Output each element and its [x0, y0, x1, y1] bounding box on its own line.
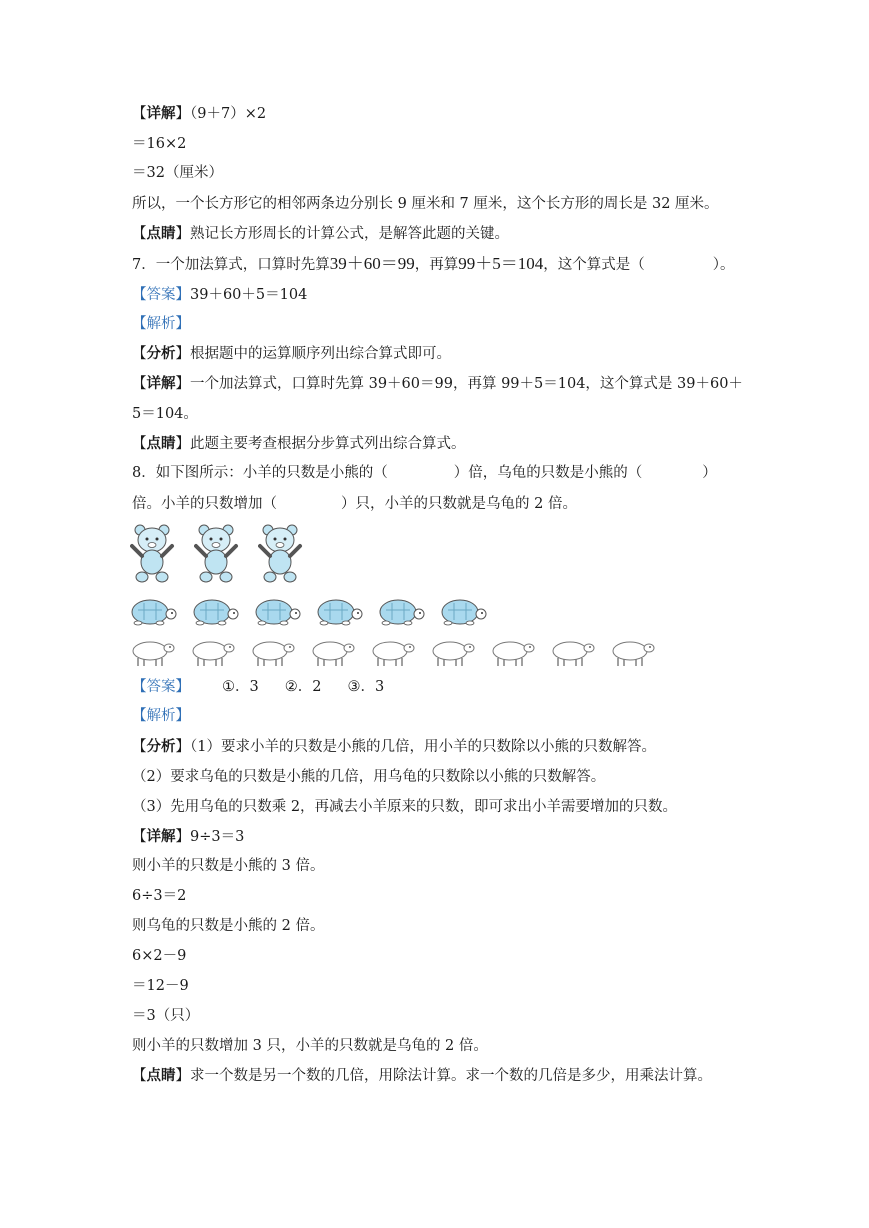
question-text: ）。	[712, 257, 735, 273]
sheep-image	[610, 638, 656, 672]
bracket-open: 【	[132, 829, 147, 845]
analysis-line	[132, 737, 656, 757]
answer-1: ①．3	[222, 679, 259, 695]
bracket-close: 】	[175, 1068, 190, 1084]
key-point-text: 求一个数是另一个数的几倍，用除法计算。求一个数的几倍是多少，用乘法计算。	[190, 1068, 712, 1084]
sheep-image	[130, 638, 176, 672]
calc-line: 6×2－9	[132, 948, 187, 964]
answer-text: 39＋60＋5＝104	[190, 287, 308, 303]
bear-image	[194, 522, 240, 588]
calc-line: ＝32（厘米）	[132, 165, 223, 181]
section-label: 详解	[146, 105, 176, 122]
key-point-line	[132, 1066, 712, 1086]
question-text: 7．一个加法算式，口算时先算	[132, 257, 330, 273]
key-point-line	[132, 224, 509, 244]
detail-line: 则小羊的只数是小熊的 3 倍。	[132, 858, 325, 874]
question-8	[132, 463, 717, 483]
answer-line	[132, 677, 384, 697]
key-point-text: 此题主要考查根据分步算式列出综合算式。	[190, 436, 466, 452]
question-text: ）倍，乌龟的只数是小熊的（	[453, 465, 643, 481]
key-point-text: 熟记长方形周长的计算公式，是解答此题的关键。	[190, 226, 509, 242]
bracket-open: 【	[132, 376, 147, 392]
section-label: 详解	[146, 828, 176, 845]
calc-text: 9÷3＝3	[190, 829, 245, 845]
question-text: 8．如下图所示：小羊的只数是小熊的（	[132, 465, 388, 481]
question-7	[132, 254, 734, 275]
section-label: 点睛	[146, 1067, 176, 1084]
calc-text: （9＋7）×2	[190, 106, 267, 122]
detail-line	[132, 374, 743, 394]
turtle-image	[192, 596, 240, 630]
answer-tag: 【答案】	[132, 287, 190, 303]
bear-image	[130, 522, 176, 588]
bracket-close: 】	[175, 436, 190, 452]
question-text: ）	[702, 465, 717, 481]
bear-image	[258, 522, 304, 588]
question-text: ）只，小羊的只数就是乌龟的 2 倍。	[341, 496, 577, 512]
turtle-row	[130, 596, 488, 630]
answer-tag: 【答案】	[132, 679, 190, 695]
detail-line	[132, 104, 266, 124]
bracket-open: 【	[132, 1068, 147, 1084]
detail-line: 则小羊的只数增加 3 只，小羊的只数就是乌龟的 2 倍。	[132, 1038, 488, 1054]
sheep-row	[130, 638, 656, 672]
sheep-image	[190, 638, 236, 672]
answer-line	[132, 285, 307, 305]
section-label: 详解	[146, 375, 176, 392]
bracket-open: 【	[132, 436, 147, 452]
sheep-image	[250, 638, 296, 672]
conclusion-line: 所以，一个长方形它的相邻两条边分别长 9 厘米和 7 厘米，这个长方形的周长是 32 厘米。	[132, 196, 719, 212]
turtle-image	[254, 596, 302, 630]
section-label: 分析	[146, 345, 176, 362]
bracket-open: 【	[132, 346, 147, 362]
detail-line	[132, 827, 244, 847]
equation: 99＋5＝104	[458, 254, 544, 273]
analysis-line	[132, 344, 451, 364]
equation: 39＋60＝99	[329, 254, 415, 273]
sheep-image	[310, 638, 356, 672]
turtle-image	[440, 596, 488, 630]
sheep-image	[550, 638, 596, 672]
calc-line: ＝16×2	[132, 136, 187, 152]
turtle-image	[130, 596, 178, 630]
bracket-open: 【	[132, 739, 147, 755]
bracket-close: 】	[175, 226, 190, 242]
section-label: 分析	[146, 738, 176, 755]
analysis-line: （2）要求乌龟的只数是小熊的几倍，用乌龟的只数除以小熊的只数解答。	[132, 769, 606, 785]
calc-line: ＝3（只）	[132, 1008, 200, 1024]
bracket-open: 【	[132, 106, 147, 122]
answer-3: ③．3	[347, 679, 385, 695]
calc-line: 6÷3＝2	[132, 888, 187, 904]
section-label: 点睛	[146, 225, 176, 242]
question-text: ，再算	[414, 257, 459, 273]
sheep-image	[370, 638, 416, 672]
bracket-close: 】	[175, 376, 190, 392]
analysis-tag: 【解析】	[132, 708, 190, 724]
answer-2: ②．2	[284, 679, 322, 695]
analysis-text: 根据题中的运算顺序列出综合算式即可。	[190, 346, 451, 362]
detail-line: 则乌龟的只数是小熊的 2 倍。	[132, 918, 325, 934]
question-8-cont	[132, 494, 577, 514]
sheep-image	[430, 638, 476, 672]
bracket-close: 】	[175, 346, 190, 362]
detail-text: 一个加法算式，口算时先算 39＋60＝99，再算 99＋5＝104，这个算式是 39＋60＋	[190, 376, 743, 392]
question-text: ，这个算式是（	[543, 257, 645, 273]
sheep-image	[490, 638, 536, 672]
turtle-image	[378, 596, 426, 630]
bear-row	[130, 522, 304, 588]
analysis-tag: 【解析】	[132, 316, 190, 332]
section-label: 点睛	[146, 435, 176, 452]
bracket-close: 】	[175, 739, 190, 755]
bracket-close: 】	[175, 829, 190, 845]
bracket-close: 】	[175, 106, 190, 122]
key-point-line	[132, 434, 466, 454]
question-text: 倍。小羊的只数增加（	[132, 496, 277, 512]
bracket-open: 【	[132, 226, 147, 242]
detail-line: 5＝104。	[132, 406, 198, 422]
turtle-image	[316, 596, 364, 630]
calc-line: ＝12－9	[132, 978, 189, 994]
analysis-line: （3）先用乌龟的只数乘 2，再减去小羊原来的只数，即可求出小羊需要增加的只数。	[132, 799, 678, 815]
analysis-text: （1）要求小羊的只数是小熊的几倍，用小羊的只数除以小熊的只数解答。	[190, 739, 656, 755]
